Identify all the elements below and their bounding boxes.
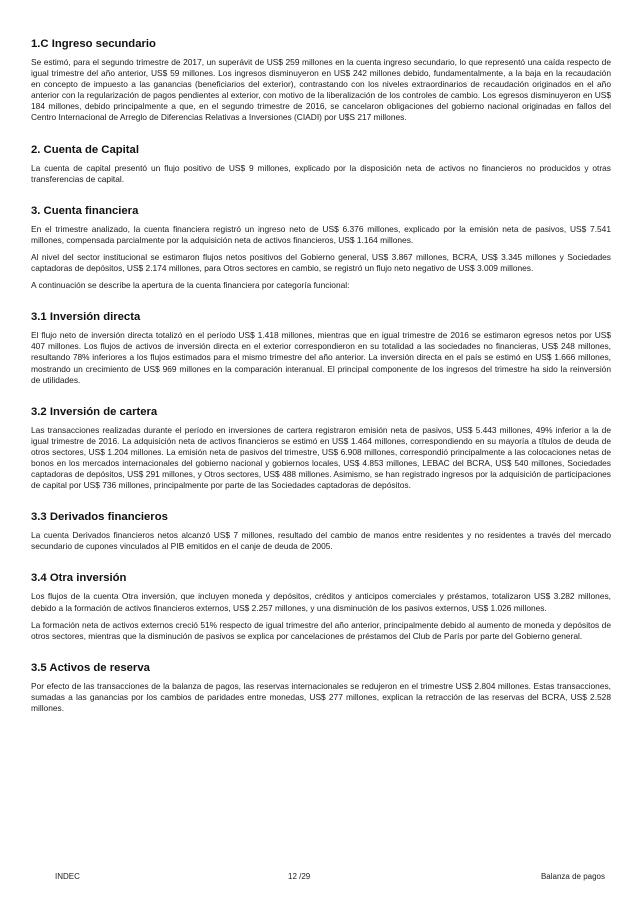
section-heading: 3.3 Derivados financieros [31,511,168,524]
section-cuenta-financiera [31,204,611,291]
section-heading: 3.5 Activos de reserva [31,661,150,674]
section-inversion-directa [31,310,611,385]
section-paragraph: En el trimestre analizado, la cuenta financiera registró un ingreso neto de US$ 6.376 millones, explicado por la emisión neta de pasivos, US$ 7.541 millones, compensada parcialmente por la adquisición neta de activos financieros, US$ 1.164 millones. [31,223,611,245]
page-number: 12 /29 [288,872,311,881]
section-paragraph: La cuenta de capital presentó un flujo positivo de US$ 9 millones, explicado por la disposición neta de activos no financieros no producidos y otras transferencias de capital. [31,162,611,184]
footer-document-title: Balanza de pagos [540,872,605,881]
section-paragraph: Los flujos de la cuenta Otra inversión, que incluyen moneda y depósitos, créditos y anticipos comerciales y préstamos, totalizaron US$ 3.282 millones, debido a la formación de activos financieros externos, US$ 2.257 millones, y una disminución de los pasivos externos, US$ 1.026 millones. [31,591,611,613]
section-derivados-financieros [31,510,611,552]
section-heading: 3.1 Inversión directa [31,311,141,324]
section-heading: 3.4 Otra inversión [31,572,127,585]
section-heading: 2. Cuenta de Capital [31,143,139,156]
section-paragraph: Las transacciones realizadas durante el período en inversiones de cartera registraron emisión neta de pasivos, US$ 5.443 millones, 49% inferior a la de igual trimestre de 2016. La adquisición neta de activos financieros se estimó en US$ 1.464 millones, correspondiendo en su mayoría a títulos de deuda de otros sectores, US$ 1.204 millones. La emisión neta de pasivos del trimestre, US$ 6.908 millones, correspondió principalmente a las colocaciones netas de bonos en los mercados internacionales del gobierno nacional y gobiernos locales, US$ 4.853 millones, LEBAC del BCRA, US$ 540 millones, Sociedades captadoras de depósitos, US$ 291 millones, y Otros sectores, US$ 488 millones. Asimismo, se han registrado ingresos por la adquisición de participaciones de capital por US$ 736 millones, principalmente por parte de las Sociedades captadoras de depósitos. [31,424,611,491]
section-ingreso-secundario [31,37,611,124]
footer-publisher: INDEC [55,872,80,881]
section-heading: 3.2 Inversión de cartera [31,405,158,418]
section-paragraph: La cuenta Derivados financieros netos alcanzó US$ 7 millones, resultado del cambio de manos entre residentes y no residentes a través del mercado secundario de cupones vinculados al PIB emitidos en el canje de deuda de 2005. [31,530,611,552]
section-paragraph: Por efecto de las transacciones de la balanza de pagos, las reservas internacionales se redujeron en el trimestre US$ 2.804 millones. Estas transacciones, sumadas a las ganancias por los cambios de paridades entre monedas, US$ 277 millones, explican la retracción de las reservas del BCRA, US$ 2.528 millones. [31,680,611,713]
section-cuenta-capital [31,143,611,185]
section-otra-inversion [31,571,611,641]
section-activos-reserva [31,661,611,714]
section-paragraph: El flujo neto de inversión directa totalizó en el período US$ 1.418 millones, mientras que en igual trimestre de 2016 se estimaron egresos netos por US$ 407 millones. Los flujos de activos de inversión directa en el exterior correspondieron en su totalidad a las sociedades no financieras, US$ 248 millones, resultando 78% inferiores a los flujos estimados para el mismo trimestre del año anterior. La inversión directa en el país se estimó en US$ 1.666 millones, mostrando un crecimiento de US$ 969 millones en la comparación interanual. El principal componente de los ingresos del trimestre ha sido la reinversión de utilidades. [31,330,611,385]
document-body [31,37,611,714]
section-paragraph: La formación neta de activos externos creció 51% respecto de igual trimestre del año anterior, principalmente debido al aumento de moneda y depósitos de otros sectores, mientras que la disminución de pasivos se explica por cancelaciones de préstamos del Club de París por parte del Gobierno general. [31,619,611,641]
section-heading: 1.C Ingreso secundario [31,38,156,50]
section-paragraph: A continuación se describe la apertura de la cuenta financiera por categoría funcional: [31,280,350,291]
section-heading: 3. Cuenta financiera [31,204,139,217]
section-paragraph: Al nivel del sector institucional se estimaron flujos netos positivos del Gobierno general, US$ 3.867 millones, BCRA, US$ 3.345 millones y Sociedades captadoras de depósitos, US$ 2.174 millones, para Otros sectores en cambio, se registró un flujo neto negativo de US$ 3.009 millones. [31,251,611,274]
section-paragraph: Se estimó, para el segundo trimestre de 2017, un superávit de US$ 259 millones en la cuenta ingreso secundario, lo que representó una caída respecto de igual trimestre del año anterior, US$ 59 millones. Los ingresos disminuyeron en US$ 242 millones debido, fundamentalmente, a la baja en la recaudación en concepto de impuesto a las ganancias (beneficiarios del exterior), contrastando con los niveles extraordinarios de recaudación originados en el año anterior con la regularización de pagos pendientes al exterior, con motivo de la liberalización de los controles de cambio. Los egresos disminuyeron en US$ 184 millones, debido principalmente a que, en el segundo trimestre de 2016, se cancelaron obligaciones del gobierno nacional originadas en fallos del Centro Internacional de Arreglo de Diferencias Relativas a Inversiones (CIADI) por U$S 217 millones. [31,57,611,123]
page-footer [31,872,605,884]
section-inversion-cartera [31,405,611,492]
